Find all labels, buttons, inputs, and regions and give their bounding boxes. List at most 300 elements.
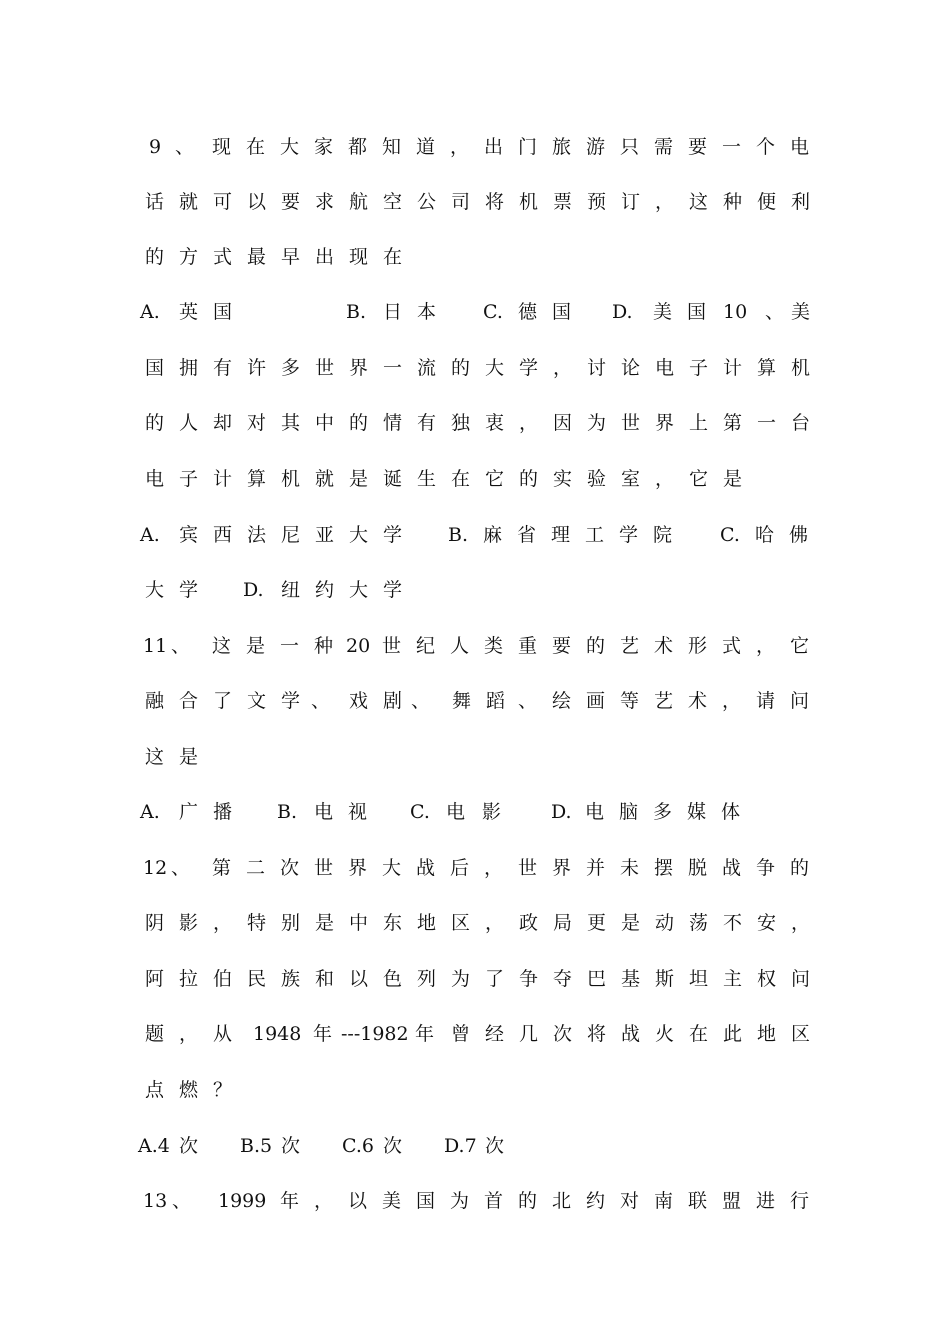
q9-line-1: [0, 127, 950, 167]
text-token: 战: [722, 857, 742, 879]
text-token: 在: [689, 1023, 709, 1045]
text-token: 利: [791, 191, 811, 213]
text-token: 地: [417, 912, 437, 934]
text-token: 道: [416, 136, 436, 158]
text-token: 民: [247, 968, 267, 990]
text-token: 中: [315, 412, 335, 434]
text-token: 宾: [179, 524, 199, 546]
text-token: ，: [655, 468, 675, 490]
text-token: 是: [723, 468, 743, 490]
text-token: 就: [315, 468, 335, 490]
text-token: 政: [519, 912, 539, 934]
text-token: 争: [519, 968, 539, 990]
text-token: ---1982: [341, 1023, 409, 1045]
text-token: 大: [382, 857, 402, 879]
text-token: 次: [281, 1135, 301, 1157]
text-token: 联: [688, 1190, 708, 1212]
text-token: 为: [587, 412, 607, 434]
text-token: 经: [485, 1023, 505, 1045]
q11-options: [0, 792, 950, 832]
text-token: B.: [277, 801, 298, 823]
text-token: ，: [655, 191, 675, 213]
text-token: 合: [179, 690, 199, 712]
text-token: 一: [722, 136, 742, 158]
text-token: 文: [247, 690, 267, 712]
text-token: 1948: [253, 1023, 302, 1045]
text-token: 要: [552, 635, 572, 657]
q12-options: [0, 1126, 950, 1166]
text-token: 讨: [587, 357, 607, 379]
text-token: 次: [553, 1023, 573, 1045]
text-token: 播: [213, 801, 233, 823]
text-token: 形: [688, 635, 708, 657]
text-token: 机: [519, 191, 539, 213]
text-token: 战: [621, 1023, 641, 1045]
text-token: A.: [140, 524, 160, 546]
text-token: 更: [587, 912, 607, 934]
text-token: 约: [586, 1190, 606, 1212]
text-token: 火: [655, 1023, 675, 1045]
text-token: 机: [791, 357, 811, 379]
text-token: 未: [620, 857, 640, 879]
text-token: 摆: [654, 857, 674, 879]
q10-line-1: [0, 348, 950, 388]
text-token: 年: [280, 1190, 300, 1212]
text-token: 现: [349, 246, 369, 268]
text-token: 艺: [620, 635, 640, 657]
text-token: 几: [519, 1023, 539, 1045]
text-token: 电: [655, 357, 675, 379]
text-token: 院: [653, 524, 673, 546]
text-token: C.6: [342, 1135, 374, 1157]
text-token: 的: [451, 357, 471, 379]
text-token: 大: [145, 579, 165, 601]
text-token: B.5: [240, 1135, 273, 1157]
text-token: 国: [687, 301, 707, 323]
text-token: 方: [179, 246, 199, 268]
q12-line-5: [0, 1070, 950, 1110]
text-token: 游: [586, 136, 606, 158]
text-token: 色: [383, 968, 403, 990]
text-token: 权: [757, 968, 777, 990]
text-token: 工: [585, 524, 605, 546]
text-token: 世: [315, 357, 335, 379]
text-token: 都: [348, 136, 368, 158]
text-token: 世: [621, 412, 641, 434]
text-token: 台: [791, 412, 811, 434]
text-token: 订: [621, 191, 641, 213]
text-token: 、: [518, 690, 538, 712]
text-token: 多: [653, 801, 673, 823]
text-token: 算: [247, 468, 267, 490]
text-token: A.: [140, 301, 160, 323]
text-token: 个: [756, 136, 776, 158]
text-token: 这: [689, 191, 709, 213]
text-token: 学: [281, 690, 301, 712]
text-token: 燃: [179, 1079, 199, 1101]
text-token: 种: [723, 191, 743, 213]
text-token: 英: [179, 301, 199, 323]
text-token: 验: [587, 468, 607, 490]
text-token: C.: [483, 301, 503, 323]
text-token: 界: [655, 412, 675, 434]
q12-line-1: [0, 848, 950, 888]
text-token: ，: [314, 1190, 334, 1212]
q12-line-2: [0, 903, 950, 943]
text-token: 了: [213, 690, 233, 712]
text-token: 年: [313, 1023, 333, 1045]
text-token: 融: [145, 690, 165, 712]
q9-line-3: [0, 237, 950, 277]
text-token: 它: [790, 635, 810, 657]
text-token: 荡: [689, 912, 709, 934]
text-token: D.: [243, 579, 264, 601]
text-token: ，: [450, 136, 470, 158]
text-token: 是: [349, 468, 369, 490]
text-token: 第: [723, 412, 743, 434]
text-token: 为: [450, 1190, 470, 1212]
text-token: 的: [349, 412, 369, 434]
text-token: 家: [314, 136, 334, 158]
text-token: 13: [143, 1190, 168, 1212]
text-token: ，: [179, 1023, 199, 1045]
text-token: 、: [171, 635, 191, 657]
text-token: 点: [145, 1079, 165, 1101]
text-token: 脑: [619, 801, 639, 823]
text-token: 一: [383, 357, 403, 379]
text-token: 话: [145, 191, 165, 213]
text-token: C.: [720, 524, 740, 546]
text-token: 行: [790, 1190, 810, 1212]
text-token: 纪: [416, 635, 436, 657]
text-token: 问: [790, 690, 810, 712]
text-token: 麻: [483, 524, 503, 546]
text-token: 南: [654, 1190, 674, 1212]
text-token: 在: [383, 246, 403, 268]
text-token: 就: [179, 191, 199, 213]
text-token: 佛: [789, 524, 809, 546]
text-token: 阴: [145, 912, 165, 934]
text-token: 以: [247, 191, 267, 213]
text-token: 国: [145, 357, 165, 379]
text-token: 预: [587, 191, 607, 213]
text-token: 它: [485, 468, 505, 490]
text-token: 求: [315, 191, 335, 213]
text-token: 现: [212, 136, 232, 158]
text-token: 约: [315, 579, 335, 601]
text-token: ，: [553, 357, 573, 379]
text-token: D.7: [444, 1135, 477, 1157]
text-token: 理: [551, 524, 571, 546]
text-token: 电: [790, 136, 810, 158]
text-token: 1999: [218, 1190, 267, 1212]
text-token: 学: [519, 357, 539, 379]
text-token: 此: [723, 1023, 743, 1045]
text-token: 美: [653, 301, 673, 323]
text-token: 只: [620, 136, 640, 158]
text-token: 计: [723, 357, 743, 379]
text-token: 、: [311, 690, 331, 712]
text-token: 年: [415, 1023, 435, 1045]
text-token: 动: [655, 912, 675, 934]
text-token: 媒: [687, 801, 707, 823]
text-token: 机: [281, 468, 301, 490]
text-token: 视: [348, 801, 368, 823]
text-token: 是: [179, 746, 199, 768]
text-token: 戏: [349, 690, 369, 712]
text-token: 将: [587, 1023, 607, 1045]
text-token: 一: [757, 412, 777, 434]
text-token: 算: [757, 357, 777, 379]
text-token: 式: [213, 246, 233, 268]
text-token: 美: [382, 1190, 402, 1212]
text-token: 对: [247, 412, 267, 434]
text-token: 学: [383, 579, 403, 601]
text-token: 10: [723, 301, 748, 323]
text-token: 蹈: [486, 690, 506, 712]
q9-line-2: [0, 182, 950, 222]
text-token: 为: [451, 968, 471, 990]
text-token: 拥: [179, 357, 199, 379]
q13-line-1: [0, 1181, 950, 1221]
text-token: 电: [446, 801, 466, 823]
text-token: 题: [145, 1023, 165, 1045]
text-token: 安: [757, 912, 777, 934]
text-token: ，: [722, 690, 742, 712]
text-token: 航: [349, 191, 369, 213]
text-token: 首: [484, 1190, 504, 1212]
text-token: 、: [172, 1190, 192, 1212]
text-token: 地: [757, 1023, 777, 1045]
q12-line-4: [0, 1014, 950, 1054]
text-token: 大: [349, 524, 369, 546]
text-token: 是: [315, 912, 335, 934]
text-token: 区: [451, 912, 471, 934]
q10-line-2: [0, 403, 950, 443]
text-token: 重: [518, 635, 538, 657]
text-token: 曾: [451, 1023, 471, 1045]
text-token: 9: [149, 136, 162, 158]
text-token: 生: [417, 468, 437, 490]
text-token: 次: [485, 1135, 505, 1157]
text-token: 11: [143, 635, 168, 657]
q11-line-3: [0, 737, 950, 777]
text-token: 有: [417, 412, 437, 434]
text-token: 西: [213, 524, 233, 546]
text-token: 并: [586, 857, 606, 879]
text-token: 衷: [485, 412, 505, 434]
text-token: 以: [348, 1190, 368, 1212]
text-token: 、: [175, 136, 195, 158]
text-token: 对: [620, 1190, 640, 1212]
text-token: 的: [145, 412, 165, 434]
text-token: 实: [553, 468, 573, 490]
text-token: 、: [411, 690, 431, 712]
text-token: 诞: [383, 468, 403, 490]
text-token: D.: [551, 801, 572, 823]
text-token: 国: [552, 301, 572, 323]
text-token: 一: [280, 635, 300, 657]
text-token: 世: [518, 857, 538, 879]
text-token: 电: [145, 468, 165, 490]
q9-options: [0, 292, 950, 332]
text-token: 这: [145, 746, 165, 768]
text-token: 在: [246, 136, 266, 158]
text-token: ，: [484, 857, 504, 879]
text-token: 坦: [689, 968, 709, 990]
text-token: 学: [383, 524, 403, 546]
text-token: 拉: [179, 968, 199, 990]
text-token: 争: [756, 857, 776, 879]
text-token: 旅: [552, 136, 572, 158]
text-token: 是: [246, 635, 266, 657]
text-token: 票: [553, 191, 573, 213]
text-token: 世: [314, 857, 334, 879]
text-token: 种: [314, 635, 334, 657]
text-token: 战: [416, 857, 436, 879]
text-token: B.: [448, 524, 469, 546]
text-token: 需: [654, 136, 674, 158]
text-token: 电: [585, 801, 605, 823]
text-token: 不: [723, 912, 743, 934]
text-token: 类: [484, 635, 504, 657]
text-token: 巴: [587, 968, 607, 990]
text-token: ，: [756, 635, 776, 657]
text-token: 第: [212, 857, 232, 879]
q10-line-3: [0, 459, 950, 499]
text-token: 情: [383, 412, 403, 434]
text-token: 美: [791, 301, 811, 323]
text-token: 从: [213, 1023, 233, 1045]
text-token: 艺: [654, 690, 674, 712]
text-token: 广: [179, 801, 199, 823]
text-token: 绘: [552, 690, 572, 712]
text-token: 子: [179, 468, 199, 490]
text-token: 论: [621, 357, 641, 379]
text-token: 以: [349, 968, 369, 990]
text-token: 因: [553, 412, 573, 434]
text-token: 计: [213, 468, 233, 490]
text-token: 出: [315, 246, 335, 268]
text-token: 有: [213, 357, 233, 379]
text-token: 界: [552, 857, 572, 879]
text-token: 最: [247, 246, 267, 268]
text-token: 法: [247, 524, 267, 546]
q10-options-2: [0, 570, 950, 610]
q10-options-1: [0, 515, 950, 555]
text-token: D.: [612, 301, 633, 323]
text-token: 和: [315, 968, 335, 990]
text-token: 画: [586, 690, 606, 712]
text-token: 、: [171, 857, 191, 879]
text-token: 它: [689, 468, 709, 490]
text-token: 北: [552, 1190, 572, 1212]
text-token: 12: [143, 857, 168, 879]
text-token: 剧: [383, 690, 403, 712]
text-token: 独: [451, 412, 471, 434]
text-token: 等: [620, 690, 640, 712]
text-token: 本: [417, 301, 437, 323]
text-token: 影: [179, 912, 199, 934]
text-token: ？: [213, 1079, 233, 1101]
text-token: 伯: [213, 968, 233, 990]
text-token: 大: [280, 136, 300, 158]
text-token: ，: [213, 912, 233, 934]
text-token: 门: [518, 136, 538, 158]
text-token: 日: [383, 301, 403, 323]
text-token: 公: [417, 191, 437, 213]
text-token: 请: [756, 690, 776, 712]
text-token: 、: [765, 301, 785, 323]
text-token: 的: [586, 635, 606, 657]
text-token: 许: [247, 357, 267, 379]
text-token: 体: [721, 801, 741, 823]
text-token: 要: [688, 136, 708, 158]
text-token: 东: [383, 912, 403, 934]
text-token: 子: [689, 357, 709, 379]
text-token: 次: [280, 857, 300, 879]
text-token: 尼: [281, 524, 301, 546]
text-token: 人: [450, 635, 470, 657]
text-token: 学: [179, 579, 199, 601]
q12-line-3: [0, 959, 950, 999]
text-token: 区: [791, 1023, 811, 1045]
text-token: 大: [349, 579, 369, 601]
text-token: 舞: [452, 690, 472, 712]
text-token: ，: [791, 912, 811, 934]
text-token: 夺: [553, 968, 573, 990]
text-token: 德: [518, 301, 538, 323]
text-token: 阿: [145, 968, 165, 990]
text-token: 列: [417, 968, 437, 990]
text-token: B.: [346, 301, 367, 323]
text-token: 主: [723, 968, 743, 990]
text-token: 要: [281, 191, 301, 213]
text-token: 将: [485, 191, 505, 213]
text-token: A.4: [138, 1135, 170, 1157]
text-token: 影: [482, 801, 502, 823]
text-token: C.: [410, 801, 430, 823]
text-token: 流: [417, 357, 437, 379]
text-token: 其: [281, 412, 301, 434]
text-token: 斯: [655, 968, 675, 990]
text-token: 中: [349, 912, 369, 934]
text-token: 世: [382, 635, 402, 657]
text-token: 早: [281, 246, 301, 268]
text-token: 别: [281, 912, 301, 934]
text-token: 司: [451, 191, 471, 213]
text-token: 的: [518, 1190, 538, 1212]
text-token: 式: [722, 635, 742, 657]
text-token: 局: [553, 912, 573, 934]
text-token: 省: [517, 524, 537, 546]
text-token: 知: [382, 136, 402, 158]
q11-line-2: [0, 681, 950, 721]
text-token: 电: [314, 801, 334, 823]
text-token: 可: [213, 191, 233, 213]
text-token: 亚: [315, 524, 335, 546]
text-token: 基: [621, 968, 641, 990]
text-token: 纽: [281, 579, 301, 601]
text-token: 二: [246, 857, 266, 879]
text-token: 空: [383, 191, 403, 213]
text-token: 便: [757, 191, 777, 213]
text-token: 国: [213, 301, 233, 323]
text-token: 进: [756, 1190, 776, 1212]
text-token: 了: [485, 968, 505, 990]
text-token: 术: [654, 635, 674, 657]
text-token: 问: [791, 968, 811, 990]
